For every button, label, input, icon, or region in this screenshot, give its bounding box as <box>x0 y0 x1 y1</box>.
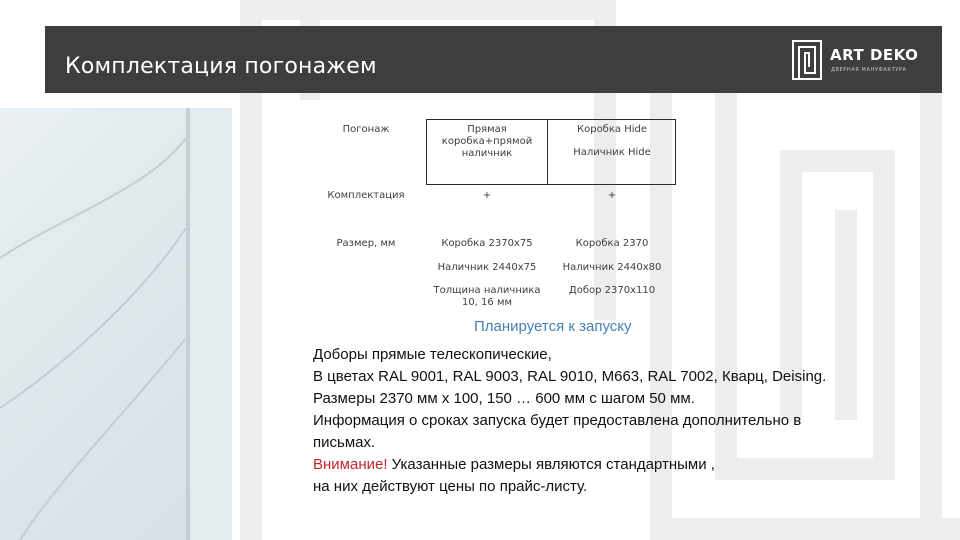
brand-name: ART DEKO <box>830 46 919 64</box>
text-line: Информация о сроках запуска будет предоставлена дополнительно в <box>313 412 802 429</box>
text-line: Размеры 2370 мм х 100, 150 … 600 мм с шагом 50 мм. <box>313 390 695 407</box>
text-line: В цветах RAL 9001, RAL 9003, RAL 9010, М663, RAL 7002, Кварц, Deising. <box>313 368 827 385</box>
table-cell: Коробка 2370x75 <box>441 238 533 249</box>
table-row-label: Комплектация <box>327 190 405 201</box>
table-row-label: Размер, мм <box>336 238 396 249</box>
door-illustration <box>0 108 232 540</box>
table-header-cell: Наличник Hide <box>573 147 651 158</box>
launch-heading: Планируется к запуску <box>474 318 632 335</box>
table-cell: Наличник 2440x80 <box>562 262 662 273</box>
table-cell: + <box>482 190 492 201</box>
table-cell: Наличник 2440x75 <box>437 262 537 273</box>
table-divider <box>547 119 548 184</box>
warning-label: Внимание! <box>313 456 388 473</box>
text-line: Доборы прямые телескопические, <box>313 346 552 363</box>
table-header-cell: Коробка Hide <box>577 124 647 135</box>
door-image <box>0 108 232 540</box>
launch-description <box>313 344 953 498</box>
warning-text: Указанные размеры являются стандартными , <box>387 456 715 473</box>
table-header-cell: Прямая коробка+прямой наличник <box>441 124 533 159</box>
text-line: на них действуют цены по прайс-листу. <box>313 478 588 495</box>
table-cell: Толщина наличника 10, 16 мм <box>433 285 541 308</box>
table-divider <box>426 119 676 120</box>
table-header-cell: Погонаж <box>342 124 390 135</box>
header-bar <box>45 26 942 93</box>
brand-logo <box>792 40 922 80</box>
brand-tagline: ДВЕРНАЯ МАНУФАКТУРА <box>831 67 907 73</box>
table-divider <box>675 119 676 184</box>
table-divider <box>426 184 676 185</box>
table-cell: Добор 2370x110 <box>568 285 656 296</box>
table-cell: Коробка 2370 <box>575 238 649 249</box>
meander-logo-icon <box>792 40 822 80</box>
warning-line <box>313 454 953 476</box>
table-cell: + <box>607 190 617 201</box>
table-divider <box>426 119 427 184</box>
page-title: Комплектация погонажем <box>65 54 377 79</box>
text-line: письмах. <box>313 434 376 451</box>
